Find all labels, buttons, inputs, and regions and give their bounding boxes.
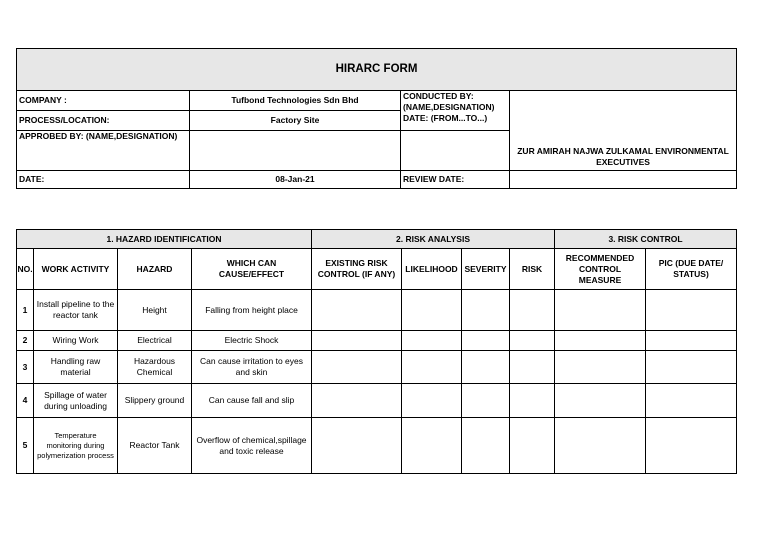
- row-likelihood: [402, 351, 462, 384]
- row-no: 5: [17, 418, 34, 474]
- row-activity: Spillage of water during unloading: [34, 384, 118, 418]
- row-no: 4: [17, 384, 34, 418]
- row-effect: Can cause irritation to eyes and skin: [192, 351, 312, 384]
- header-pic: PIC (DUE DATE/ STATUS): [646, 249, 737, 290]
- header-work-activity: WORK ACTIVITY: [34, 249, 118, 290]
- review-date-value: [510, 171, 737, 189]
- review-date-label: REVIEW DATE:: [401, 171, 510, 189]
- row-severity: [462, 384, 510, 418]
- row-pic: [646, 418, 737, 474]
- row-recommended: [555, 331, 646, 351]
- row-activity: Wiring Work: [34, 331, 118, 351]
- form-title: HIRARC FORM: [17, 49, 737, 91]
- row-likelihood: [402, 418, 462, 474]
- date-range-label: DATE: (FROM...TO...): [403, 113, 488, 123]
- row-existing-control: [312, 351, 402, 384]
- header-risk: RISK: [510, 249, 555, 290]
- row-no: 1: [17, 290, 34, 331]
- row-likelihood: [402, 331, 462, 351]
- row-likelihood: [402, 384, 462, 418]
- row-recommended: [555, 290, 646, 331]
- row-recommended: [555, 351, 646, 384]
- row-hazard: Hazardous Chemical: [118, 351, 192, 384]
- hirarc-table: [16, 229, 737, 474]
- company-value: Tufbond Technologies Sdn Bhd: [190, 91, 401, 111]
- header-effect: WHICH CAN CAUSE/EFFECT: [192, 249, 312, 290]
- conducted-by-cell: [401, 91, 510, 131]
- row-hazard: Slippery ground: [118, 384, 192, 418]
- table-row: [17, 418, 737, 474]
- row-pic: [646, 290, 737, 331]
- row-hazard: Height: [118, 290, 192, 331]
- process-label: PROCESS/LOCATION:: [17, 111, 190, 131]
- header-recommended: RECOMMENDED CONTROL MEASURE: [555, 249, 646, 290]
- table-row: [17, 351, 737, 384]
- table-row: [17, 290, 737, 331]
- row-no: 2: [17, 331, 34, 351]
- row-pic: [646, 331, 737, 351]
- header-likelihood: LIKELIHOOD: [402, 249, 462, 290]
- row-risk: [510, 384, 555, 418]
- row-severity: [462, 290, 510, 331]
- row-severity: [462, 418, 510, 474]
- section-risk-control: 3. RISK CONTROL: [555, 230, 737, 249]
- row-risk: [510, 331, 555, 351]
- row-effect: Electric Shock: [192, 331, 312, 351]
- header-hazard: HAZARD: [118, 249, 192, 290]
- company-label: COMPANY :: [17, 91, 190, 111]
- row-risk: [510, 351, 555, 384]
- header-no: NO.: [17, 249, 34, 290]
- conductor-name: ZUR AMIRAH NAJWA ZULKAMAL ENVIRONMENTAL EXECUTIVES: [510, 91, 737, 171]
- row-recommended: [555, 384, 646, 418]
- row-activity: Handling raw material: [34, 351, 118, 384]
- row-effect: Overflow of chemical,spillage and toxic release: [192, 418, 312, 474]
- header-existing-control: EXISTING RISK CONTROL (IF ANY): [312, 249, 402, 290]
- row-existing-control: [312, 290, 402, 331]
- row-recommended: [555, 418, 646, 474]
- date-label: DATE:: [17, 171, 190, 189]
- row-severity: [462, 351, 510, 384]
- approved-value: [190, 131, 401, 171]
- table-row: [17, 331, 737, 351]
- header-severity: SEVERITY: [462, 249, 510, 290]
- approved-label: APPROBED BY: (NAME,DESIGNATION): [17, 131, 190, 171]
- row-pic: [646, 384, 737, 418]
- row-risk: [510, 290, 555, 331]
- section-hazard-identification: 1. HAZARD IDENTIFICATION: [17, 230, 312, 249]
- conducted-label: CONDUCTED BY: (NAME,DESIGNATION): [403, 91, 495, 112]
- date-value: 08-Jan-21: [190, 171, 401, 189]
- section-risk-analysis: 2. RISK ANALYSIS: [312, 230, 555, 249]
- row-activity: Temperature monitoring during polymerization process: [34, 418, 118, 474]
- row-existing-control: [312, 384, 402, 418]
- row-hazard: Reactor Tank: [118, 418, 192, 474]
- process-value: Factory Site: [190, 111, 401, 131]
- blank-cell: [401, 131, 510, 171]
- row-severity: [462, 331, 510, 351]
- row-effect: Can cause fall and slip: [192, 384, 312, 418]
- table-row: [17, 384, 737, 418]
- row-no: 3: [17, 351, 34, 384]
- row-risk: [510, 418, 555, 474]
- header-form: [16, 48, 737, 189]
- row-existing-control: [312, 331, 402, 351]
- row-existing-control: [312, 418, 402, 474]
- row-effect: Falling from height place: [192, 290, 312, 331]
- row-hazard: Electrical: [118, 331, 192, 351]
- row-activity: Install pipeline to the reactor tank: [34, 290, 118, 331]
- row-pic: [646, 351, 737, 384]
- row-likelihood: [402, 290, 462, 331]
